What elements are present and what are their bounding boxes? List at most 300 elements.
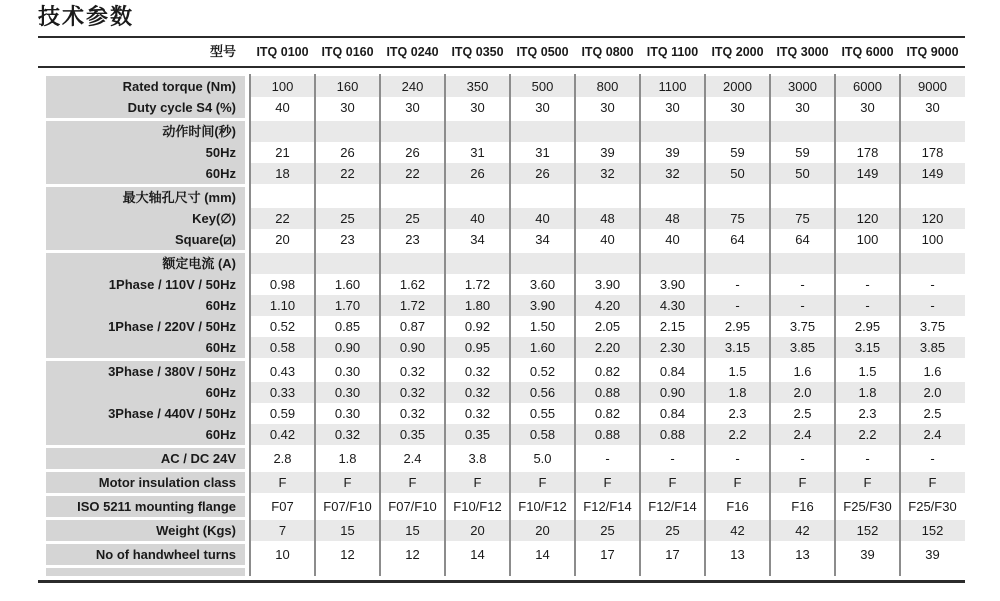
value-cell: 26 <box>405 145 420 160</box>
value-cell: 42 <box>795 523 810 538</box>
value-cell: 0.30 <box>334 364 361 379</box>
table-row <box>38 208 965 229</box>
table-row <box>38 361 965 382</box>
value-cell <box>445 253 510 274</box>
row-label: 60Hz <box>46 337 245 358</box>
value-cell: 25 <box>340 211 355 226</box>
row-values <box>250 295 965 316</box>
value-cell: 3.75 <box>789 319 816 334</box>
row-label: 3Phase / 380V / 50Hz <box>46 361 245 382</box>
value-cell: 149 <box>921 166 944 181</box>
value-cell: 178 <box>856 145 879 160</box>
column-divider <box>249 74 251 576</box>
table-header-row <box>38 38 965 66</box>
column-divider <box>314 74 316 576</box>
value-cell: 39 <box>925 547 940 562</box>
value-cell: 34 <box>470 232 485 247</box>
value-cell: F <box>343 475 352 490</box>
value-cell: 7 <box>278 523 287 538</box>
value-cell: 39 <box>860 547 875 562</box>
value-cell <box>510 253 575 274</box>
row-values <box>250 229 965 250</box>
value-cell: 0.88 <box>659 427 686 442</box>
row-label: 1Phase / 110V / 50Hz <box>46 274 245 295</box>
value-cell: 178 <box>921 145 944 160</box>
value-cell: 40 <box>600 232 615 247</box>
value-cell: 160 <box>336 79 359 94</box>
value-cell: 40 <box>275 100 290 115</box>
row-label: 1Phase / 220V / 50Hz <box>46 316 245 337</box>
value-cell: 2.0 <box>923 385 942 400</box>
value-cell: 26 <box>535 166 550 181</box>
row-values <box>250 337 965 358</box>
value-cell: - <box>865 298 870 313</box>
table-row <box>38 403 965 424</box>
technical-parameters-table <box>38 36 965 583</box>
value-cell: F12/F14 <box>583 499 632 514</box>
value-cell: 0.32 <box>399 385 426 400</box>
table-row <box>38 76 965 97</box>
value-cell <box>575 121 640 142</box>
row-label: ISO 5211 mounting flange <box>46 496 245 517</box>
value-cell: F10/F12 <box>518 499 567 514</box>
value-cell: - <box>800 298 805 313</box>
row-values <box>250 208 965 229</box>
value-cell <box>445 187 510 208</box>
table-row <box>38 448 965 469</box>
row-values <box>250 274 965 295</box>
table-body <box>38 68 965 576</box>
value-cell <box>315 121 380 142</box>
value-cell: F <box>668 475 677 490</box>
row-values <box>250 361 965 382</box>
value-cell: F07/F10 <box>323 499 372 514</box>
value-cell <box>380 253 445 274</box>
value-cell: 2.05 <box>594 319 621 334</box>
value-cell: 3.8 <box>468 451 487 466</box>
value-cell <box>640 187 705 208</box>
value-cell: F16 <box>726 499 749 514</box>
value-cell: 42 <box>730 523 745 538</box>
row-label: 动作时间(秒) <box>46 121 245 142</box>
value-cell: 39 <box>600 145 615 160</box>
value-cell: 23 <box>340 232 355 247</box>
value-cell: 0.42 <box>269 427 296 442</box>
value-cell: 1100 <box>658 79 687 94</box>
row-group <box>38 253 965 358</box>
value-cell: 39 <box>665 145 680 160</box>
value-cell: F07/F10 <box>388 499 437 514</box>
value-cell: 75 <box>730 211 745 226</box>
model-header: ITQ 0240 <box>386 45 439 59</box>
value-cell <box>705 253 770 274</box>
row-label: Weight (Kgs) <box>46 520 245 541</box>
value-cell: 40 <box>470 211 485 226</box>
value-cell: 1.72 <box>464 277 491 292</box>
model-header: ITQ 0800 <box>581 45 634 59</box>
row-values <box>250 448 965 469</box>
row-label: Duty cycle S4 (%) <box>46 97 245 118</box>
value-cell <box>900 253 965 274</box>
row-group <box>38 76 965 118</box>
value-cell: 1.62 <box>399 277 426 292</box>
value-cell <box>575 187 640 208</box>
value-cell: 59 <box>795 145 810 160</box>
value-cell: 152 <box>856 523 879 538</box>
value-cell: F <box>798 475 807 490</box>
value-cell <box>445 121 510 142</box>
column-divider <box>899 74 901 576</box>
row-values <box>250 142 965 163</box>
value-cell: 2.95 <box>854 319 881 334</box>
value-cell: 3.90 <box>529 298 556 313</box>
row-values <box>250 187 965 208</box>
table-row <box>38 274 965 295</box>
value-cell: - <box>930 298 935 313</box>
table-row <box>38 163 965 184</box>
row-label: 60Hz <box>46 295 245 316</box>
value-cell: F25/F30 <box>843 499 892 514</box>
row-group <box>38 496 965 517</box>
value-cell: 40 <box>665 232 680 247</box>
table-row <box>38 253 965 274</box>
value-cell <box>380 187 445 208</box>
value-cell: 1.8 <box>858 385 877 400</box>
value-cell: 3.75 <box>919 319 946 334</box>
value-cell: 3.60 <box>529 277 556 292</box>
value-cell: 13 <box>795 547 810 562</box>
value-cell: 1.8 <box>338 451 357 466</box>
value-cell: F12/F14 <box>648 499 697 514</box>
row-values <box>250 163 965 184</box>
value-cell: 2.5 <box>923 406 942 421</box>
value-cell: 0.32 <box>464 385 491 400</box>
row-label: 3Phase / 440V / 50Hz <box>46 403 245 424</box>
value-cell: 100 <box>271 79 294 94</box>
value-cell: F <box>278 475 287 490</box>
row-label: 60Hz <box>46 163 245 184</box>
value-cell: 0.84 <box>659 364 686 379</box>
row-values <box>250 121 965 142</box>
value-cell: - <box>735 298 740 313</box>
value-cell: 2.5 <box>793 406 812 421</box>
value-cell: F <box>408 475 417 490</box>
value-cell: 0.59 <box>269 406 296 421</box>
value-cell: 3.90 <box>659 277 686 292</box>
value-cell: 2.4 <box>793 427 812 442</box>
row-group <box>38 121 965 184</box>
value-cell: 0.33 <box>269 385 296 400</box>
value-cell: 240 <box>401 79 424 94</box>
row-values <box>250 76 965 97</box>
value-cell: 0.82 <box>594 406 621 421</box>
value-cell: 34 <box>535 232 550 247</box>
row-group <box>38 544 965 565</box>
value-cell: 3.15 <box>854 340 881 355</box>
value-cell: 0.32 <box>399 406 426 421</box>
value-cell <box>640 121 705 142</box>
value-cell: 12 <box>405 547 420 562</box>
value-cell: 2.2 <box>728 427 747 442</box>
value-cell: F <box>603 475 612 490</box>
value-cell: 30 <box>470 100 485 115</box>
model-header: ITQ 0500 <box>516 45 569 59</box>
table-row <box>38 424 965 445</box>
value-cell: 0.88 <box>594 427 621 442</box>
value-cell: 30 <box>665 100 680 115</box>
value-cell: 120 <box>921 211 944 226</box>
value-cell: - <box>865 451 870 466</box>
value-cell: 22 <box>340 166 355 181</box>
row-values <box>250 403 965 424</box>
value-cell: 50 <box>730 166 745 181</box>
value-cell <box>640 253 705 274</box>
model-header: ITQ 0100 <box>256 45 309 59</box>
row-values <box>250 520 965 541</box>
value-cell: 25 <box>600 523 615 538</box>
value-cell: 17 <box>665 547 680 562</box>
value-cell: 4.20 <box>594 298 621 313</box>
value-cell <box>770 253 835 274</box>
column-divider <box>704 74 706 576</box>
value-cell <box>315 187 380 208</box>
value-cell: 18 <box>275 166 290 181</box>
value-cell: 0.90 <box>659 385 686 400</box>
value-cell: 50 <box>795 166 810 181</box>
table-row <box>38 520 965 541</box>
value-cell: 0.56 <box>529 385 556 400</box>
model-header: ITQ 6000 <box>841 45 894 59</box>
value-cell: 500 <box>531 79 554 94</box>
value-cell: 25 <box>405 211 420 226</box>
value-cell: 14 <box>470 547 485 562</box>
value-cell: 0.32 <box>464 364 491 379</box>
value-cell: 30 <box>340 100 355 115</box>
value-cell: 2.8 <box>273 451 292 466</box>
value-cell: 0.95 <box>464 340 491 355</box>
value-cell: 75 <box>795 211 810 226</box>
value-cell: 100 <box>856 232 879 247</box>
value-cell: 2000 <box>723 79 752 94</box>
value-cell: - <box>865 277 870 292</box>
value-cell: 0.92 <box>464 319 491 334</box>
value-cell: 3.15 <box>724 340 751 355</box>
value-cell: 30 <box>600 100 615 115</box>
value-cell: F10/F12 <box>453 499 502 514</box>
table-row <box>38 121 965 142</box>
value-cell: 31 <box>535 145 550 160</box>
row-label: Motor insulation class <box>46 472 245 493</box>
value-cell: 22 <box>275 211 290 226</box>
value-cell: 0.43 <box>269 364 296 379</box>
row-label: 额定电流 (A) <box>46 253 245 274</box>
value-cell: 13 <box>730 547 745 562</box>
model-header: ITQ 3000 <box>776 45 829 59</box>
table-row <box>38 544 965 565</box>
row-values <box>250 382 965 403</box>
column-divider <box>834 74 836 576</box>
model-header: ITQ 0160 <box>321 45 374 59</box>
value-cell: 0.90 <box>399 340 426 355</box>
value-cell: 17 <box>600 547 615 562</box>
row-values <box>250 544 965 565</box>
value-cell: 1.80 <box>464 298 491 313</box>
value-cell: 350 <box>466 79 489 94</box>
table-row <box>38 97 965 118</box>
table-row <box>38 472 965 493</box>
value-cell: 1.60 <box>529 340 556 355</box>
value-cell <box>510 187 575 208</box>
value-cell: 3.85 <box>789 340 816 355</box>
value-cell: 0.58 <box>269 340 296 355</box>
value-cell: 12 <box>340 547 355 562</box>
value-cell: 14 <box>535 547 550 562</box>
row-values <box>250 472 965 493</box>
value-cell: 2.15 <box>659 319 686 334</box>
value-cell: 2.20 <box>594 340 621 355</box>
row-label: 60Hz <box>46 382 245 403</box>
value-cell <box>835 253 900 274</box>
value-cell: 64 <box>730 232 745 247</box>
value-cell: - <box>735 277 740 292</box>
value-cell: 0.35 <box>399 427 426 442</box>
value-cell: F <box>473 475 482 490</box>
value-cell: 26 <box>470 166 485 181</box>
value-cell: F <box>863 475 872 490</box>
value-cell: 32 <box>665 166 680 181</box>
value-cell: 25 <box>665 523 680 538</box>
row-label: No of handwheel turns <box>46 544 245 565</box>
table-row <box>38 229 965 250</box>
value-cell: 1.50 <box>529 319 556 334</box>
value-cell: F25/F30 <box>908 499 957 514</box>
value-cell: - <box>605 451 610 466</box>
value-cell: 2.95 <box>724 319 751 334</box>
value-cell: 152 <box>921 523 944 538</box>
value-cell: 32 <box>600 166 615 181</box>
value-cell: 0.90 <box>334 340 361 355</box>
value-cell <box>575 253 640 274</box>
column-divider <box>444 74 446 576</box>
row-values <box>250 97 965 118</box>
value-cell: 30 <box>405 100 420 115</box>
row-label: Square(⧄) <box>46 229 245 250</box>
value-cell <box>250 253 315 274</box>
value-cell <box>510 121 575 142</box>
value-cell <box>770 187 835 208</box>
value-cell: 4.30 <box>659 298 686 313</box>
value-cell: 1.6 <box>793 364 812 379</box>
value-cell: 9000 <box>918 79 947 94</box>
value-cell: 15 <box>340 523 355 538</box>
value-cell: 5.0 <box>533 451 552 466</box>
table-row <box>38 187 965 208</box>
value-cell: - <box>930 277 935 292</box>
value-cell <box>835 187 900 208</box>
value-cell <box>315 253 380 274</box>
value-cell: - <box>735 451 740 466</box>
value-cell: 0.35 <box>464 427 491 442</box>
value-cell: 1.70 <box>334 298 361 313</box>
model-header: ITQ 0350 <box>451 45 504 59</box>
bottom-rule <box>38 580 965 583</box>
model-header: ITQ 9000 <box>906 45 959 59</box>
value-cell: 1.5 <box>728 364 747 379</box>
value-cell: 10 <box>275 547 290 562</box>
value-cell: 0.98 <box>269 277 296 292</box>
value-cell <box>900 187 965 208</box>
value-cell: 800 <box>596 79 619 94</box>
row-values <box>250 496 965 517</box>
value-cell: 0.85 <box>334 319 361 334</box>
value-cell: 1.72 <box>399 298 426 313</box>
row-label: AC / DC 24V <box>46 448 245 469</box>
value-cell: 20 <box>535 523 550 538</box>
value-cell: - <box>670 451 675 466</box>
value-cell: 1.8 <box>728 385 747 400</box>
value-cell: 3000 <box>788 79 817 94</box>
value-cell: 2.4 <box>923 427 942 442</box>
value-cell: 0.55 <box>529 406 556 421</box>
value-cell: 1.10 <box>269 298 296 313</box>
model-header: ITQ 1100 <box>646 45 699 59</box>
value-cell: 1.6 <box>923 364 942 379</box>
value-cell: 6000 <box>853 79 882 94</box>
row-label: 60Hz <box>46 424 245 445</box>
value-cell: 0.30 <box>334 385 361 400</box>
value-cell <box>900 121 965 142</box>
value-cell: 0.32 <box>464 406 491 421</box>
value-cell: 0.87 <box>399 319 426 334</box>
label-column-tail <box>46 568 245 576</box>
value-cell: 0.52 <box>529 364 556 379</box>
column-divider <box>379 74 381 576</box>
value-cell <box>835 121 900 142</box>
value-cell: 48 <box>600 211 615 226</box>
value-cell: 0.88 <box>594 385 621 400</box>
row-group <box>38 361 965 445</box>
value-cell: 2.0 <box>793 385 812 400</box>
value-cell: 3.90 <box>594 277 621 292</box>
row-group <box>38 520 965 541</box>
value-cell: 30 <box>795 100 810 115</box>
value-cell: 30 <box>730 100 745 115</box>
column-divider <box>509 74 511 576</box>
row-values <box>250 253 965 274</box>
value-cell <box>770 121 835 142</box>
model-header-cells <box>250 38 965 66</box>
value-cell: 0.32 <box>399 364 426 379</box>
value-cell: - <box>800 277 805 292</box>
value-cell: 0.52 <box>269 319 296 334</box>
model-column-label: 型号 <box>209 44 236 59</box>
value-cell: 100 <box>921 232 944 247</box>
row-label: 50Hz <box>46 142 245 163</box>
table-row <box>38 316 965 337</box>
value-cell: F16 <box>791 499 814 514</box>
row-label: 最大轴孔尺寸 (mm) <box>46 187 245 208</box>
row-values <box>250 424 965 445</box>
value-cell: 15 <box>405 523 420 538</box>
value-cell <box>250 187 315 208</box>
column-divider <box>769 74 771 576</box>
row-group <box>38 187 965 250</box>
value-cell <box>705 187 770 208</box>
value-cell: 59 <box>730 145 745 160</box>
value-cell: - <box>800 451 805 466</box>
value-cell: 0.84 <box>659 406 686 421</box>
value-cell: 3.85 <box>919 340 946 355</box>
